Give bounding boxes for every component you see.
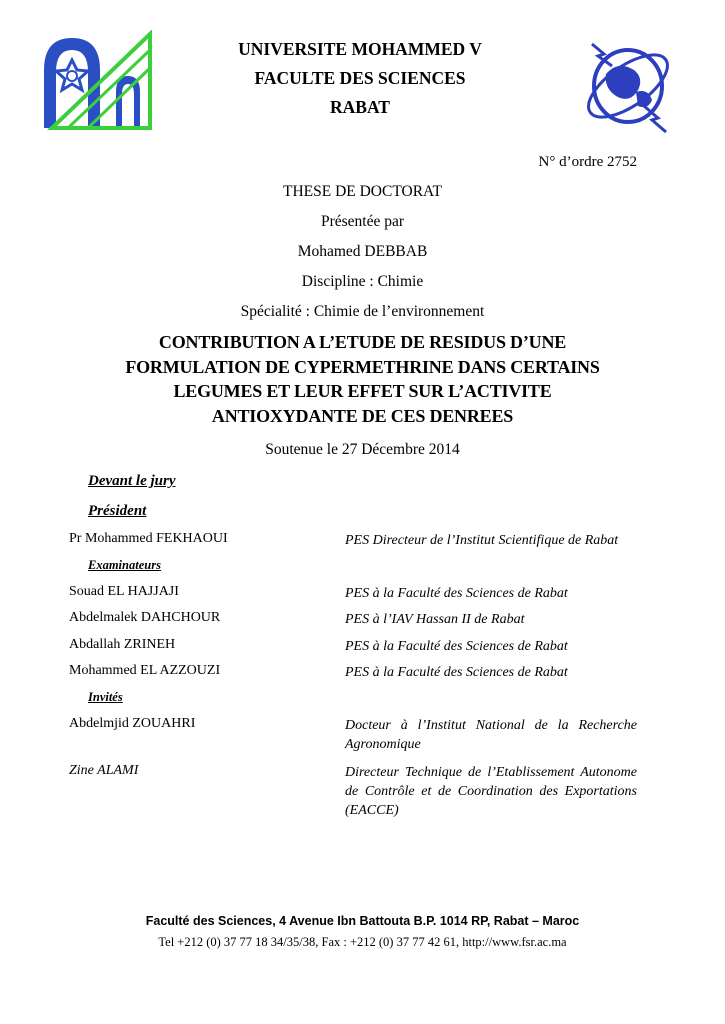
examiners-heading: Examinateurs <box>88 558 161 572</box>
examiner-role: PES à la Faculté des Sciences de Rabat <box>345 639 568 654</box>
guests-heading: Invités <box>88 690 123 704</box>
president-role: PES Directeur de l’Institut Scientifique de Rabat <box>345 533 619 548</box>
faculty-globe-logo-icon <box>578 34 678 138</box>
presented-by: Présentée par <box>320 213 405 230</box>
thesis-title-line: LEGUMES ET LEUR EFFET SUR L’ACTIVITE <box>173 381 552 401</box>
guest-name: Abdelmjid ZOUAHRI <box>69 716 196 731</box>
specialty: Spécialité : Chimie de l’environnement <box>240 303 485 320</box>
city-name: RABAT <box>330 97 390 117</box>
guest-role: Directeur Technique de l’Etablissement Autonome de Contrôle et de Coordination des Exportations (EACCE) <box>345 765 637 818</box>
thesis-title-line: ANTIOXYDANTE DE CES DENREES <box>211 405 514 426</box>
examiner-name: Abdallah ZRINEH <box>69 637 176 652</box>
defense-date: Soutenue le 27 Décembre 2014 <box>265 441 460 458</box>
president-name: Pr Mohammed FEKHAOUI <box>69 531 228 546</box>
guest-name: Zine ALAMI <box>69 763 139 778</box>
author-name: Mohamed DEBBAB <box>297 243 428 260</box>
examiner-name: Souad EL HAJJAJI <box>69 584 179 599</box>
thesis-title-line: CONTRIBUTION A L’ETUDE DE RESIDUS D’UNE <box>158 332 567 352</box>
thesis-type: THESE DE DOCTORAT <box>282 183 443 200</box>
jury-heading: Devant le jury <box>88 473 176 489</box>
examiner-name: Abdelmalek DAHCHOUR <box>69 610 221 625</box>
examiner-role: PES à la Faculté des Sciences de Rabat <box>345 665 568 680</box>
university-name: UNIVERSITE MOHAMMED V <box>238 39 482 59</box>
thesis-title-line: FORMULATION DE CYPERMETHRINE DANS CERTAINS <box>125 356 600 377</box>
university-logo-icon <box>38 30 158 132</box>
thesis-title <box>60 330 665 428</box>
footer-address: Faculté des Sciences, 4 Avenue Ibn Battouta B.P. 1014 RP, Rabat – Maroc <box>145 914 580 928</box>
examiner-role: PES à l’IAV Hassan II de Rabat <box>345 612 525 627</box>
examiner-role: PES à la Faculté des Sciences de Rabat <box>345 586 568 601</box>
faculty-name: FACULTE DES SCIENCES <box>254 68 466 88</box>
examiner-name: Mohammed EL AZZOUZI <box>69 663 221 678</box>
institution-header <box>200 35 520 122</box>
president-heading: Président <box>88 503 147 519</box>
discipline: Discipline : Chimie <box>301 273 424 290</box>
footer-contact: Tel +212 (0) 37 77 18 34/35/38, Fax : +212 (0) 37 77 42 61, http://www.fsr.ac.ma <box>158 935 567 949</box>
order-number: N° d’ordre 2752 <box>538 154 637 170</box>
guest-role: Docteur à l’Institut National de la Recherche Agronomique <box>345 718 637 752</box>
